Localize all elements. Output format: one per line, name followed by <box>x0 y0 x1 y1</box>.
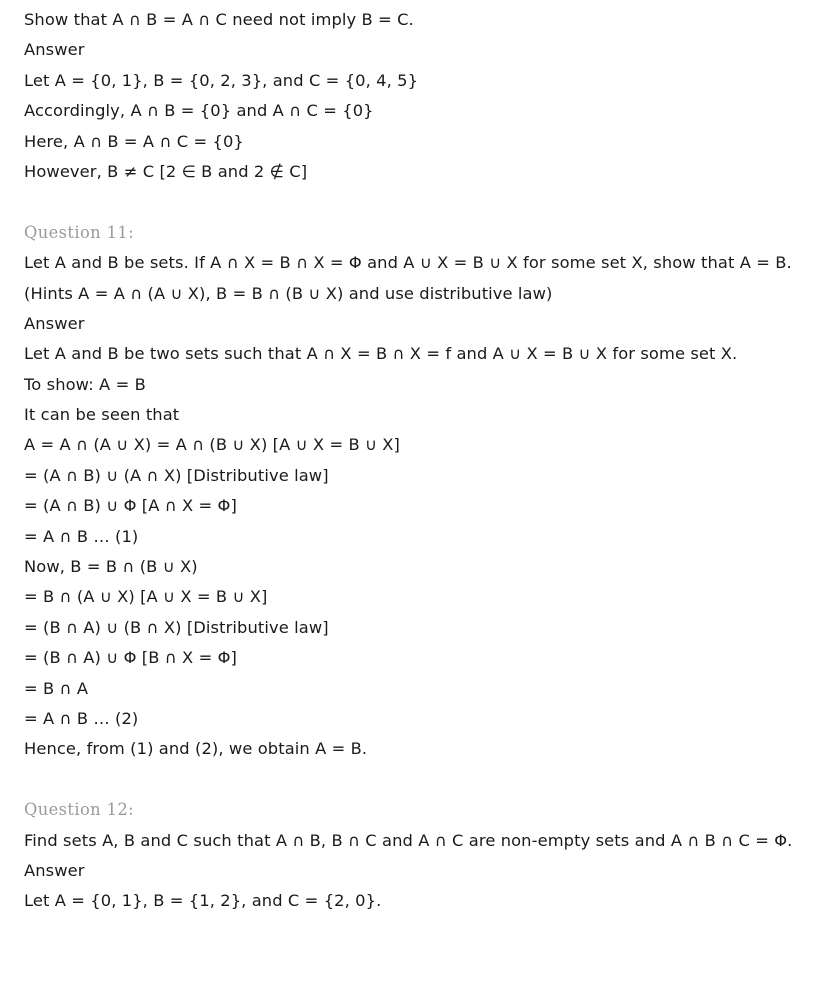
answer-line: Let A = {0, 1}, B = {1, 2}, and C = {2, 0}. <box>24 891 382 911</box>
answer-line: Let A and B be two sets such that A ∩ X = B ∩ X = f and A ∪ X = B ∪ X for some set X. <box>24 344 738 364</box>
spacer <box>24 765 804 795</box>
answer-line: = (A ∩ B) ∪ Φ [A ∩ X = Φ] <box>24 496 237 516</box>
question-11-hint: (Hints A = A ∩ (A ∪ X), B = B ∩ (B ∪ X) and use distributive law) <box>24 283 553 303</box>
question-12-block <box>24 795 804 917</box>
question-12-heading: Question 12: <box>24 800 135 820</box>
document-page <box>24 5 804 917</box>
question-11-answer-label: Answer <box>24 313 85 333</box>
answer-line: = (B ∩ A) ∪ (B ∩ X) [Distributive law] <box>24 617 329 637</box>
answer-line: = B ∩ A <box>24 678 89 698</box>
answer-line: It can be seen that <box>24 405 180 425</box>
prev-answer-line: Let A = {0, 1}, B = {0, 2, 3}, and C = {0, 4, 5} <box>24 70 419 90</box>
prev-question-text: Show that A ∩ B = A ∩ C need not imply B = C. <box>24 10 414 29</box>
prev-answer-label: Answer <box>24 40 85 60</box>
answer-line: = A ∩ B … (2) <box>24 709 139 728</box>
answer-line: A = A ∩ (A ∪ X) = A ∩ (B ∪ X) [A ∪ X = B ∪ X] <box>24 435 401 455</box>
question-11-text: Let A and B be sets. If A ∩ X = B ∩ X = Φ and A ∪ X = B ∪ X for some set X, show that A = B. <box>24 253 792 273</box>
question-12-answer-label: Answer <box>24 860 85 880</box>
answer-line: Hence, from (1) and (2), we obtain A = B. <box>24 739 368 759</box>
question-11-block <box>24 218 804 765</box>
prev-answer-line: However, B ≠ C [2 ∈ B and 2 ∉ C] <box>24 161 308 181</box>
spacer <box>24 187 804 217</box>
prev-answer-line: Accordingly, A ∩ B = {0} and A ∩ C = {0} <box>24 101 374 121</box>
answer-line: = (B ∩ A) ∪ Φ [B ∩ X = Φ] <box>24 648 237 668</box>
question-12-text: Find sets A, B and C such that A ∩ B, B ∩ C and A ∩ C are non-empty sets and A ∩ B ∩ C = Φ. <box>24 830 793 850</box>
answer-line: To show: A = B <box>24 374 146 394</box>
answer-line: = (A ∩ B) ∪ (A ∩ X) [Distributive law] <box>24 465 329 485</box>
answer-line: = A ∩ B … (1) <box>24 526 139 546</box>
answer-line: = B ∩ (A ∪ X) [A ∪ X = B ∪ X] <box>24 587 268 607</box>
question-11-heading: Question 11: <box>24 222 135 242</box>
prev-answer-line: Here, A ∩ B = A ∩ C = {0} <box>24 131 244 151</box>
previous-answer-block <box>24 5 804 187</box>
answer-line: Now, B = B ∩ (B ∪ X) <box>24 557 198 577</box>
